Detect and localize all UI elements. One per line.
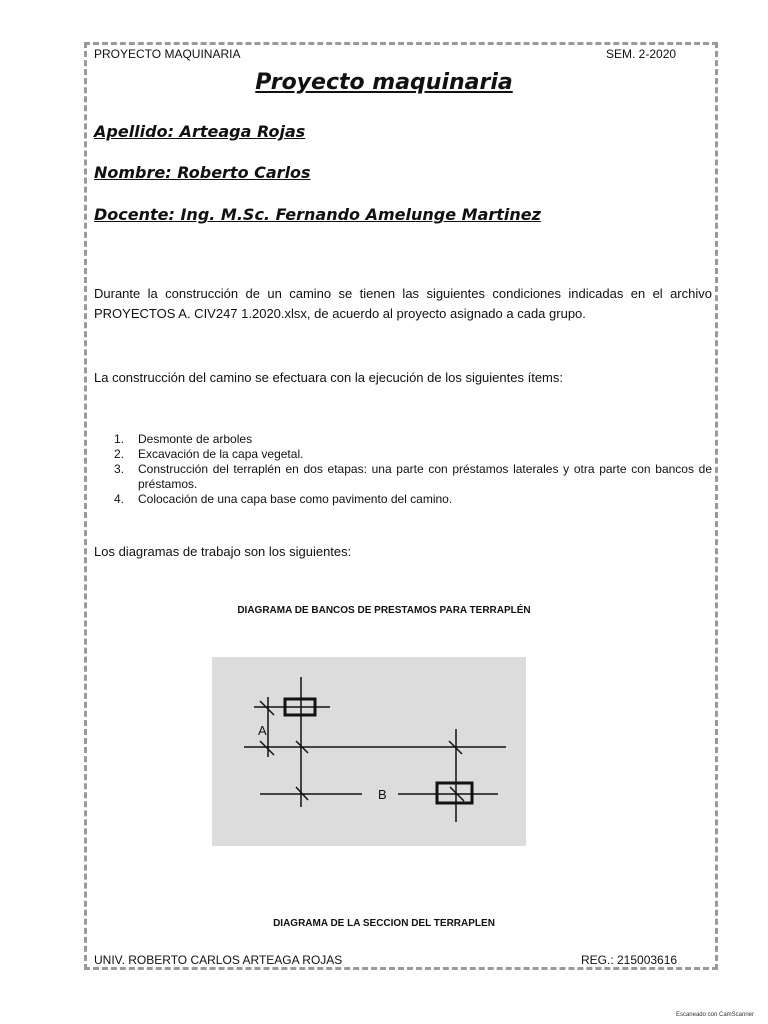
list-item: 2. Excavación de la capa vegetal.: [114, 447, 304, 461]
items-intro: La construcción del camino se efectuara con la ejecución de los siguientes ítems:: [94, 370, 563, 385]
label-b: B: [378, 787, 387, 802]
diagrams-intro: Los diagramas de trabajo son los siguientes:: [94, 544, 352, 559]
borrow-pits-diagram: [212, 657, 526, 846]
document-title: Proyecto maquinaria: [255, 70, 513, 95]
list-item: 3. Construcción del terraplén en dos etapas: una parte con préstamos laterales y otra parte con bancos de préstamos.: [114, 462, 712, 491]
header-right: SEM. 2-2020: [606, 47, 677, 61]
footer-right: REG.: 215003616: [581, 953, 678, 967]
field-apellido: Apellido: Arteaga Rojas: [94, 122, 306, 141]
header-left: PROYECTO MAQUINARIA: [94, 47, 241, 61]
scanner-watermark: Escaneado con CamScanner: [675, 1012, 754, 1018]
list-item: 4. Colocación de una capa base como pavimento del camino.: [114, 492, 453, 506]
items-list: [94, 432, 712, 507]
field-docente: Docente: Ing. M.Sc. Fernando Amelunge Martinez: [94, 205, 541, 224]
footer-left: UNIV. ROBERTO CARLOS ARTEAGA ROJAS: [94, 953, 343, 967]
label-a: A: [258, 723, 267, 738]
intro-paragraph: Durante la construcción de un camino se tienen las siguientes condiciones indicadas en el archivo PROYECTOS A. CIV247 1.2020.xlsx, de acuerdo al proyecto asignado a cada grupo.: [94, 286, 712, 321]
diagram1-caption: DIAGRAMA DE BANCOS DE PRESTAMOS PARA TERRAPLÉN: [237, 605, 531, 616]
diagram2-caption: DIAGRAMA DE LA SECCION DEL TERRAPLEN: [273, 918, 495, 929]
field-nombre: Nombre: Roberto Carlos: [94, 163, 311, 182]
list-item: 1. Desmonte de arboles: [114, 432, 253, 446]
